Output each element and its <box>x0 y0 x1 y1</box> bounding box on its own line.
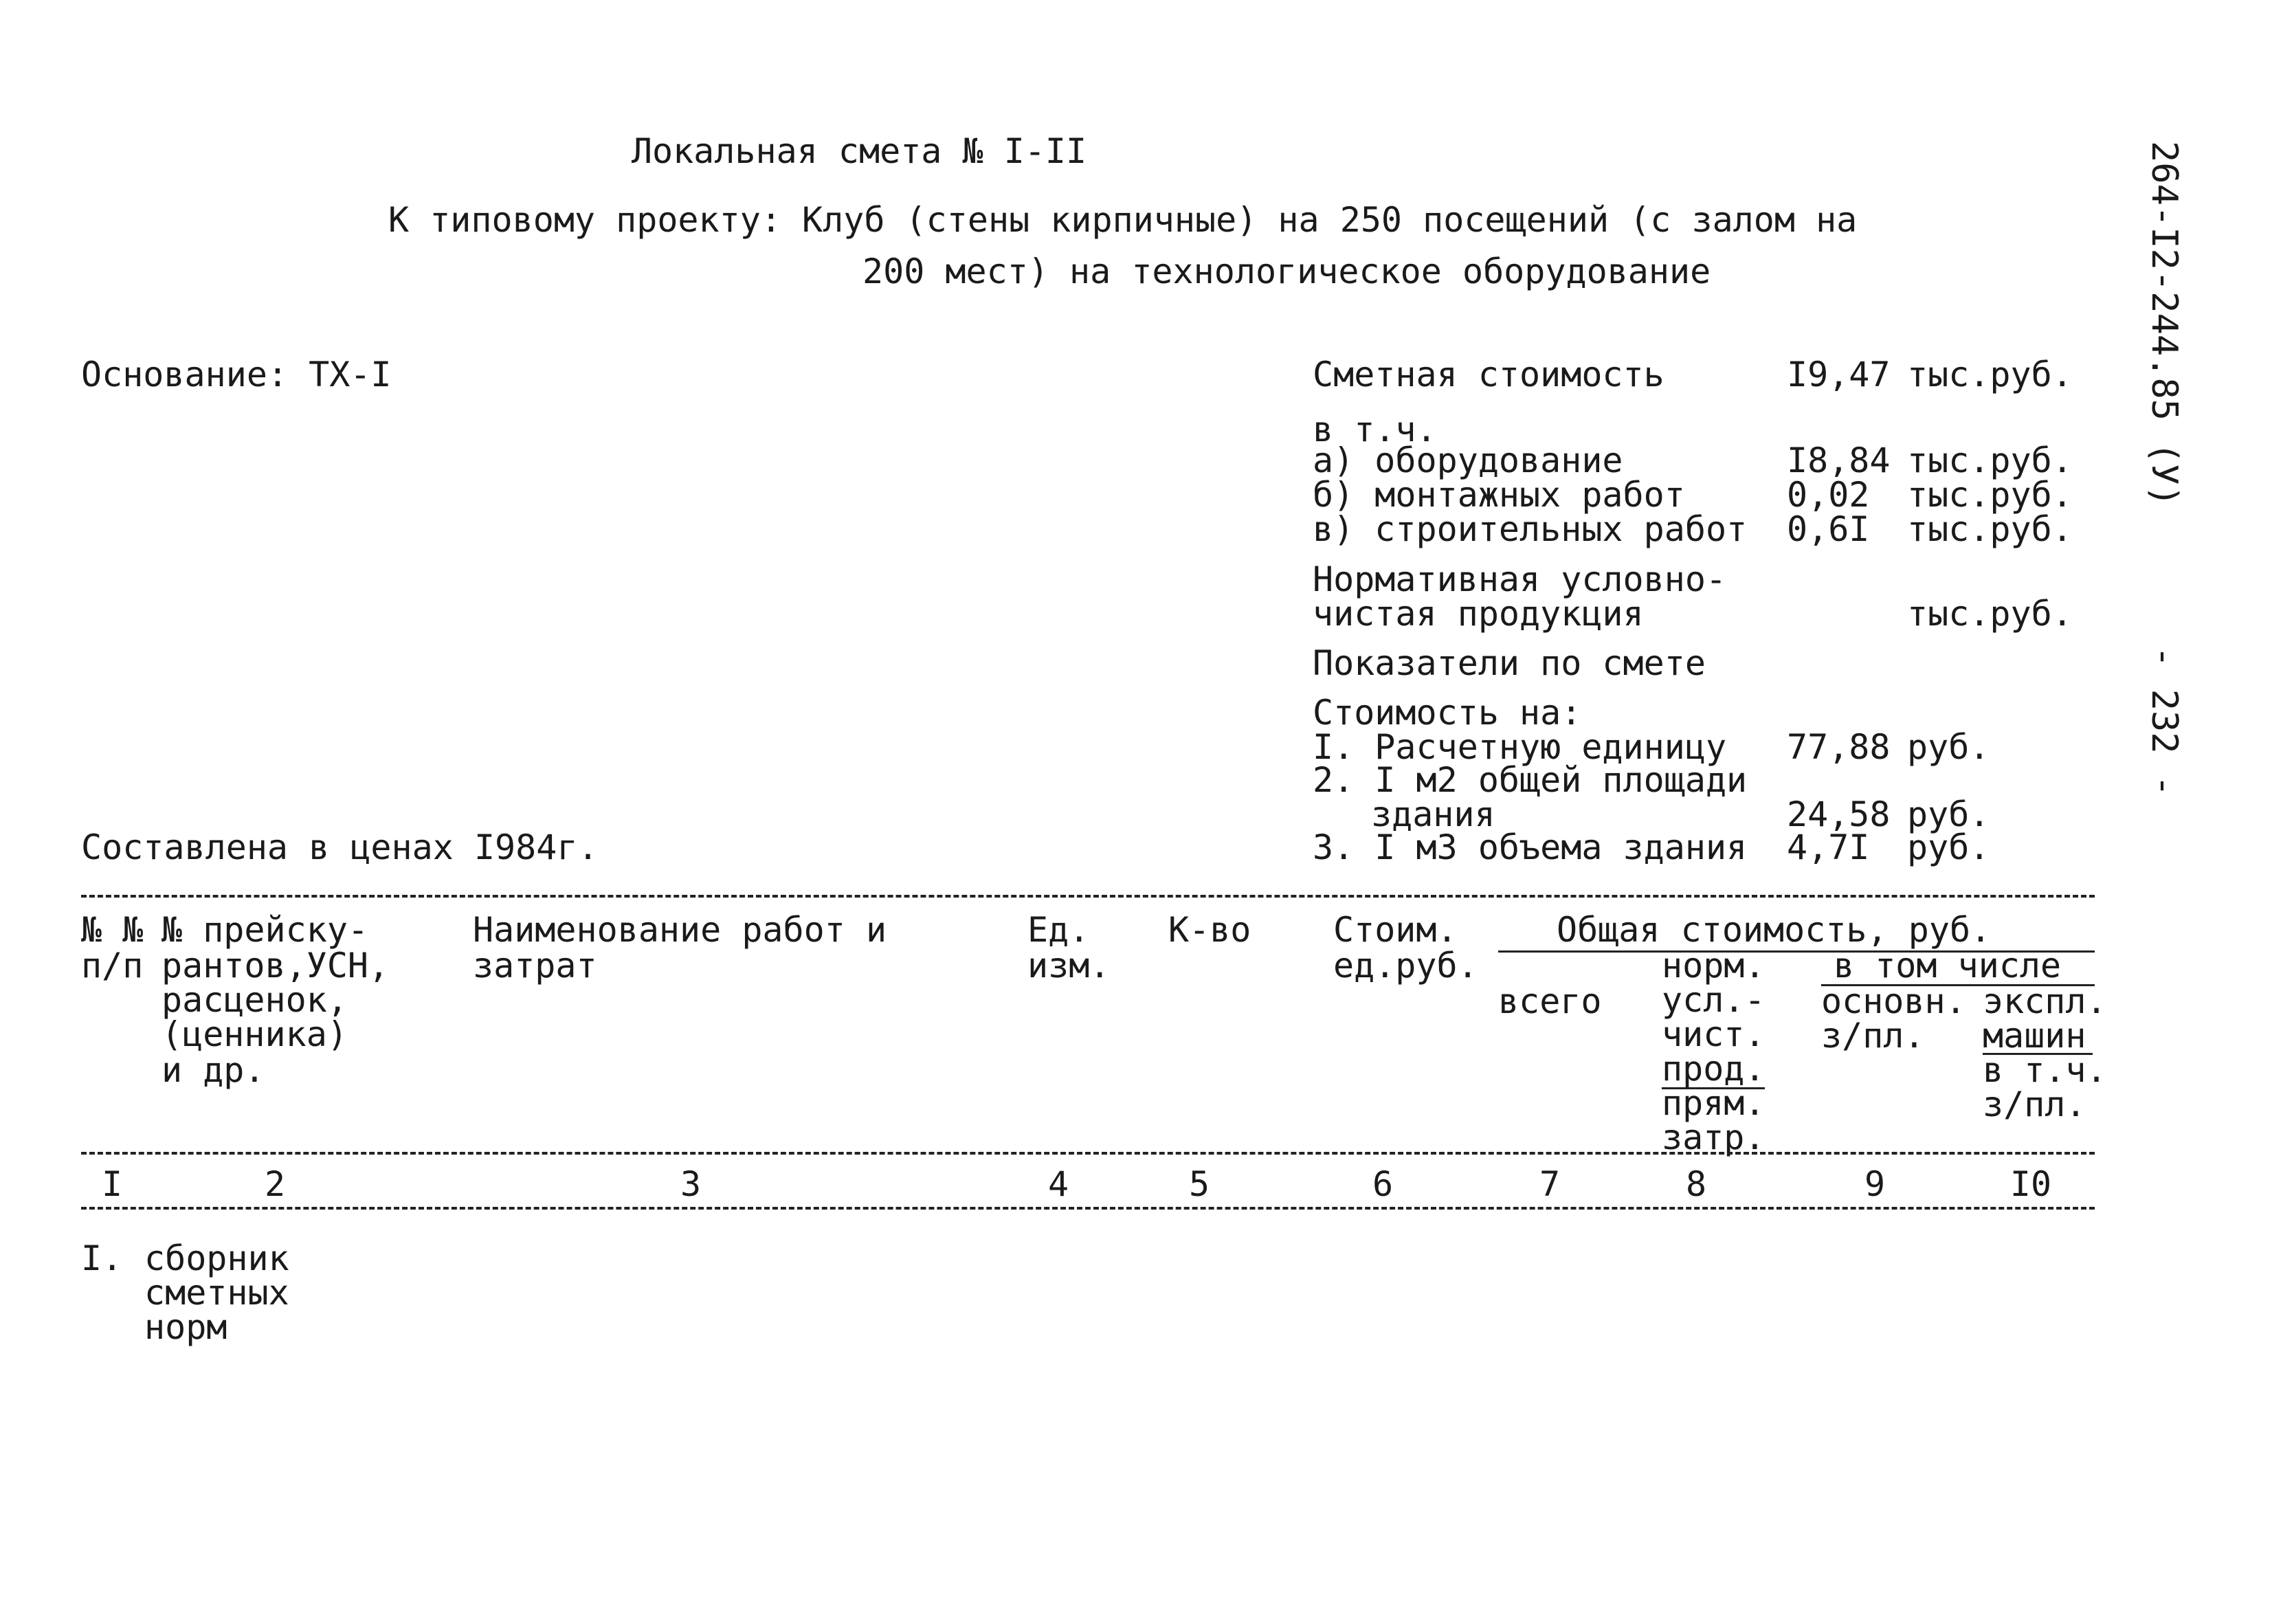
col9-header-line1: основн. <box>1821 981 1966 1021</box>
col10-header-line1: экспл. <box>1983 981 2107 1021</box>
per-unit-value: 77,88 <box>1787 727 1891 767</box>
col10-header-line4: з/пл. <box>1983 1084 2086 1124</box>
col10-header-line3: в т.ч. <box>1983 1050 2107 1090</box>
document-title: Локальная смета № I-II <box>631 131 1087 171</box>
item-equipment-label: а) оборудование <box>1313 441 1623 480</box>
col1-header-line1: № № <box>81 910 144 950</box>
item-installation-unit: тыс.руб. <box>1907 475 2073 515</box>
basis-label: Основание: ТХ-I <box>81 355 392 394</box>
including-header: в том числе <box>1834 946 2062 986</box>
numbers-bottom-rule <box>81 1207 2095 1210</box>
per-unit-label: I. Расчетную единицу <box>1313 727 1727 767</box>
item-construction-label: в) строительных работ <box>1313 509 1748 549</box>
column-number-5: 5 <box>1188 1164 1210 1204</box>
column-number-3: 3 <box>680 1164 702 1204</box>
item-installation-label: б) монтажных работ <box>1313 475 1685 515</box>
item-construction-unit: тыс.руб. <box>1907 509 2073 549</box>
subtitle-line2: 200 мест) на технологическое оборудование <box>862 252 1711 291</box>
col1-header-line2: п/п <box>81 946 144 986</box>
col4-header-line1: Ед. <box>1027 910 1090 950</box>
col10-header-line2: машин <box>1983 1016 2086 1056</box>
item-equipment-value: I8,84 <box>1787 441 1891 480</box>
column-number-8: 8 <box>1685 1164 1707 1204</box>
per-unit-unit: руб. <box>1907 727 1990 767</box>
col2-header-line1: № прейску- <box>162 910 369 950</box>
col2-header-line2: рантов,УСН, <box>162 946 390 986</box>
page-number: - 232 - <box>2143 646 2185 797</box>
col2-header-line5: и др. <box>162 1050 265 1090</box>
column-number-4: 4 <box>1047 1164 1069 1204</box>
col9-header-line2: з/пл. <box>1821 1016 1925 1056</box>
col6-header-line2: ед.руб. <box>1333 946 1478 986</box>
col2-header-line3: расценок, <box>162 980 348 1020</box>
estimated-cost-label: Сметная стоимость <box>1313 355 1664 394</box>
column-number-1: I <box>101 1164 123 1204</box>
subtitle-line1: К типовому проекту: Клуб (стены кирпичные) на 250 посещений (с залом на <box>388 200 1858 240</box>
per-area-value: 24,58 <box>1787 794 1891 834</box>
indicators-label: Показатели по смете <box>1313 643 1706 683</box>
header-bottom-rule <box>81 1152 2095 1155</box>
per-volume-unit: руб. <box>1907 827 1990 867</box>
cost-per-label: Стоимость на: <box>1313 693 1582 733</box>
row-text-line2: сметных <box>144 1273 289 1313</box>
column-number-9: 9 <box>1864 1164 1886 1204</box>
col6-header-line1: Стоим. <box>1333 910 1458 950</box>
item-construction-value: 0,6I <box>1787 509 1870 549</box>
col4-header-line2: изм. <box>1027 946 1111 986</box>
estimated-cost-unit: тыс.руб. <box>1907 355 2073 394</box>
compiled-prices: Составлена в ценах I984г. <box>81 827 599 867</box>
per-area-unit: руб. <box>1907 794 1990 834</box>
col8-header-line6: затр. <box>1662 1117 1766 1157</box>
estimated-cost-value: I9,47 <box>1787 355 1891 394</box>
col8-header-line4: прод. <box>1662 1049 1766 1089</box>
column-number-2: 2 <box>264 1164 286 1204</box>
normative-line2: чистая продукция <box>1313 594 1644 634</box>
col8-header-line1: норм. <box>1662 946 1766 986</box>
normative-unit: тыс.руб. <box>1907 594 2073 634</box>
column-number-10: I0 <box>2009 1164 2052 1204</box>
col2-header-line4: (ценника) <box>162 1014 348 1054</box>
including-label: в т.ч. <box>1313 410 1437 449</box>
side-document-code: 264-I2-244.85 (У) <box>2143 141 2185 507</box>
item-installation-value: 0,02 <box>1787 475 1870 515</box>
per-volume-label: 3. I м3 объема здания <box>1313 827 1748 867</box>
per-volume-value: 4,7I <box>1787 827 1870 867</box>
row-number: I. <box>81 1238 123 1278</box>
col3-header-line1: Наименование работ и <box>473 910 887 950</box>
col3-header-line2: затрат <box>473 946 597 986</box>
per-area-line1: 2. I м2 общей площади <box>1313 760 1748 800</box>
row-text-line1: сборник <box>144 1238 289 1278</box>
total-cost-header: Общая стоимость, руб. <box>1557 910 1992 950</box>
col8-header-line2: усл.- <box>1662 980 1766 1020</box>
table-top-rule <box>81 895 2095 898</box>
per-area-line2: здания <box>1371 794 1495 834</box>
row-text-line3: норм <box>144 1307 227 1347</box>
column-number-7: 7 <box>1539 1164 1561 1204</box>
col5-header: К-во <box>1168 910 1251 950</box>
col7-header: всего <box>1498 981 1602 1021</box>
col8-header-line3: чист. <box>1662 1014 1766 1054</box>
item-equipment-unit: тыс.руб. <box>1907 441 2073 480</box>
column-number-6: 6 <box>1372 1164 1394 1204</box>
normative-line1: Нормативная условно- <box>1313 559 1727 599</box>
col8-header-line5: прям. <box>1662 1083 1766 1123</box>
